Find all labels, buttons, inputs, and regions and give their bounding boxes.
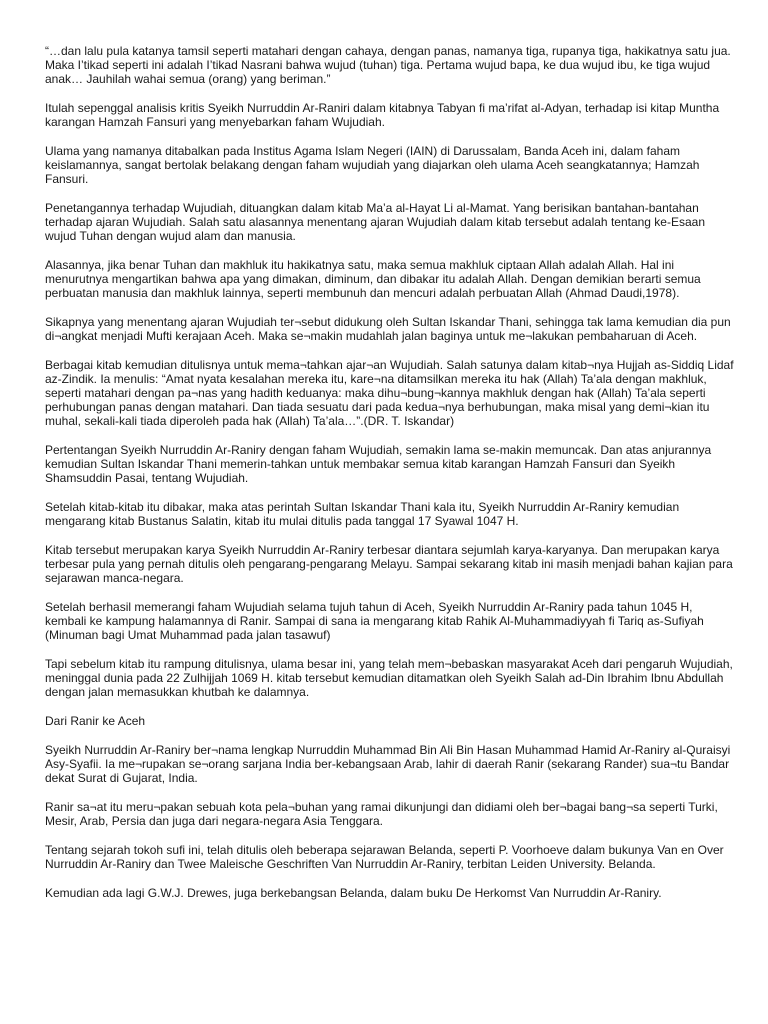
paragraph: Alasannya, jika benar Tuhan dan makhluk itu hakikatnya satu, maka semua makhluk ciptaan Allah adalah Allah. Hal ini menurutnya mengartikan bahwa apa yang dimakan, diminum, dan dibakar itu adalah Allah. Dengan demikian berarti semua perbuatan manusia dan makhluk lainnya, seperti membunuh dan mencuri adalah perbuatan Allah (Ahmad Daudi,1978).	[45, 258, 701, 300]
paragraph-quote: “…dan lalu pula katanya tamsil seperti matahari dengan cahaya, dengan panas, namanya tiga, rupanya tiga, hakikatnya satu jua. Maka I’tikad seperti ini adalah I’tikad Nasrani bahwa wujud (tuhan) tiga. Pertama wujud bapa, ke dua wujud ibu, ke tiga wujud anak… Jauhilah wahai semua (orang) yang beriman.”	[45, 44, 731, 86]
paragraph: Setelah berhasil memerangi faham Wujudiah selama tujuh tahun di Aceh, Syeikh Nurruddin Ar-Raniry pada tahun 1045 H, kembali ke kampung halamannya di Ranir. Sampai di sana ia mengarang kitab Rahik Al-Muhammadiyyah fi Tariq as-Sufiyah (Minuman bagi Umat Muhammad pada jalan tasawuf)	[45, 600, 704, 642]
paragraph: Ranir sa¬at itu meru¬pakan sebuah kota pela¬buhan yang ramai dikunjungi dan didiami oleh ber¬bagai bang¬sa seperti Turki, Mesir, Arab, Persia dan juga dari negara-negara Asia Tenggara.	[45, 800, 718, 828]
paragraph: Syeikh Nurruddin Ar-Raniry ber¬nama lengkap Nurruddin Muhammad Bin Ali Bin Hasan Muhammad Hamid Ar-Raniry al-Quraisyi Asy-Syafii. Ia me¬rupakan se¬orang sarjana India ber-kebangsaan Arab, lahir di daerah Ranir (sekarang Rander) sua¬tu Bandar dekat Surat di Gujarat, India.	[45, 743, 731, 785]
paragraph: Penetangannya terhadap Wujudiah, dituangkan dalam kitab Ma’a al-Hayat Li al-Mamat. Yang berisikan bantahan-bantahan terhadap ajaran Wujudiah. Salah satu alasannya menentang ajaran Wujudiah dalam kitab tersebut adalah tentang ke-Esaan wujud Tuhan dengan wujud alam dan manusia.	[45, 201, 706, 243]
paragraph: Setelah kitab-kitab itu dibakar, maka atas perintah Sultan Iskandar Thani kala itu, Syeikh Nurruddin Ar-Raniry kemudian mengarang kitab Bustanus Salatin, kitab itu mulai ditulis pada tanggal 17 Syawal 1047 H.	[45, 500, 680, 528]
paragraph: Berbagai kitab kemudian ditulisnya untuk mema¬tahkan ajar¬an Wujudiah. Salah satunya dalam kitab¬nya Hujjah as-Siddiq Lidaf az-Zindik. Ia menulis: “Amat nyata kesalahan mereka itu, kare¬na ditamsilkan mereka itu hak (Allah) Ta’ala dengan makhluk, seperti matahari dengan pa¬nas yang hadith keduanya: maka dihu¬bung¬kannya makhluk dengan hak (Allah) Ta’ala seperti perhubungan panas dengan matahari. Dan tiada sesuatu dari pada kedua¬nya berhubungan, maka misal yang demi¬kian itu muhal, sekali-kali tiada diperoleh pada hak (Allah) Ta’ala…”.(DR. T. Iskandar)	[45, 358, 734, 428]
paragraph: Tapi sebelum kitab itu rampung ditulisnya, ulama besar ini, yang telah mem¬bebaskan masyarakat Aceh dari pengaruh Wujudiah, meninggal dunia pada 22 Zulhijjah 1069 H. kitab tersebut kemudian ditamatkan oleh Syeikh Salah ad-Din Ibrahim Ibnu Abdullah dengan jalan memasukkan khutbah ke dalamnya.	[45, 657, 733, 699]
paragraph: Ulama yang namanya ditabalkan pada Institus Agama Islam Negeri (IAIN) di Darussalam, Banda Aceh ini, dalam faham keislamannya, sangat bertolak belakang dengan faham wujudiah yang diajarkan oleh ulama Aceh seangkatannya; Hamzah Fansuri.	[45, 144, 700, 186]
paragraph: Kemudian ada lagi G.W.J. Drewes, juga berkebangsan Belanda, dalam buku De Herkomst Van Nurruddin Ar-Raniry.	[45, 886, 662, 900]
paragraph: Tentang sejarah tokoh sufi ini, telah ditulis oleh beberapa sejarawan Belanda, seperti P. Voorhoeve dalam bukunya Van en Over Nurruddin Ar-Raniry dan Twee Maleische Geschriften Van Nurruddin Ar-Raniry, terbitan Leiden University. Belanda.	[45, 843, 724, 871]
paragraph: Kitab tersebut merupakan karya Syeikh Nurruddin Ar-Raniry terbesar diantara sejumlah karya-karyanya. Dan merupakan karya terbesar pula yang pernah ditulis oleh pengarang-pengarang Melayu. Sampai sekarang kitab ini masih menjadi bahan kajian para sejarawan manca-negara.	[45, 543, 733, 585]
document-page	[45, 44, 735, 915]
paragraph: Sikapnya yang menentang ajaran Wujudiah ter¬sebut didukung oleh Sultan Iskandar Thani, sehingga tak lama kemudian dia pun di¬angkat menjadi Mufti kerajaan Aceh. Maka se¬makin mudahlah jalan baginya untuk me¬lakukan pembaharuan di Aceh.	[45, 315, 731, 343]
paragraph: Pertentangan Syeikh Nurruddin Ar-Raniry dengan faham Wujudiah, semakin lama se-makin memuncak. Dan atas anjurannya kemudian Sultan Iskandar Thani memerin-tahkan untuk membakar semua kitab karangan Hamzah Fansuri dan Syeikh Shamsuddin Pasai, tentang Wujudiah.	[45, 443, 712, 485]
section-heading: Dari Ranir ke Aceh	[45, 714, 146, 728]
paragraph: Itulah sepenggal analisis kritis Syeikh Nurruddin Ar-Raniri dalam kitabnya Tabyan fi ma’rifat al-Adyan, terhadap isi kitap Muntha karangan Hamzah Fansuri yang menyebarkan faham Wujudiah.	[45, 101, 720, 129]
